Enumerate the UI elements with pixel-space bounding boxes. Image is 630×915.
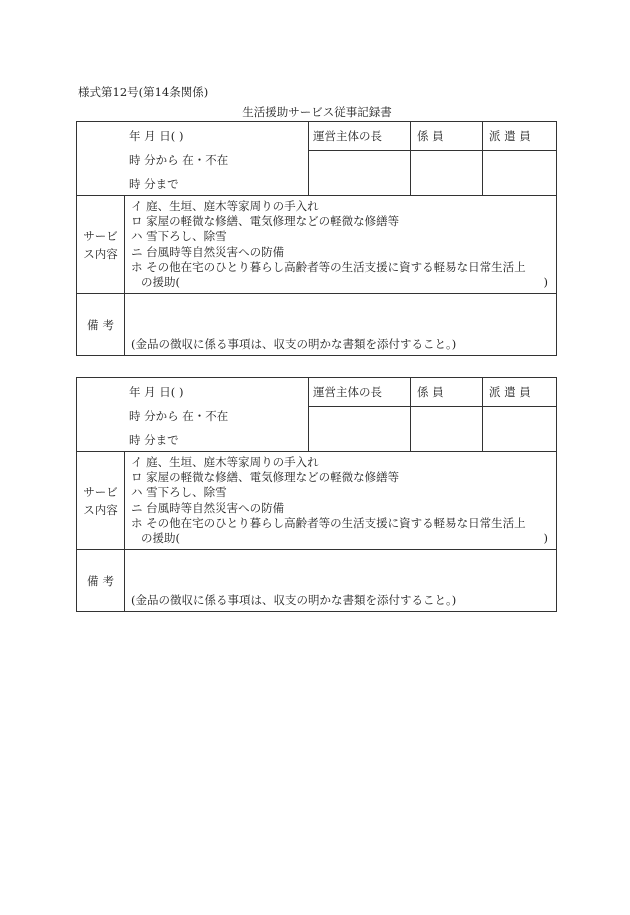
time-from-line: 時 分から 在・不在 xyxy=(129,409,229,423)
service-item-ho: ホ その他在宅のひとり暮らし高齢者等の生活支援に資する軽易な日常生活上 xyxy=(131,515,526,530)
service-item-ho-continued[interactable] xyxy=(131,531,556,546)
service-label-1: サービ xyxy=(83,484,118,499)
other-assistance-open: の援助( xyxy=(141,530,180,545)
date-line: 年 月 日( ) xyxy=(129,129,184,143)
service-label-2: ス内容 xyxy=(83,502,118,517)
staff-seal-box[interactable] xyxy=(411,407,483,452)
service-label-2: ス内容 xyxy=(83,246,118,261)
remarks-label-1: 備 xyxy=(87,573,99,588)
record-table-2 xyxy=(76,377,557,612)
remarks-note: (金品の徴収に係る事項は、収支の明かな書類を添付すること。) xyxy=(131,337,457,351)
remarks-label-1: 備 xyxy=(87,317,99,332)
service-item-ni: ニ 台風時等自然災害への防備 xyxy=(131,500,285,515)
header-organizer: 運営主体の長 xyxy=(309,122,411,151)
service-label-1: サービ xyxy=(83,228,118,243)
remarks-label-2: 考 xyxy=(102,573,114,588)
organizer-seal-box[interactable] xyxy=(309,407,411,452)
date-line: 年 月 日( ) xyxy=(129,385,184,399)
organizer-seal-box[interactable] xyxy=(309,151,411,196)
header-staff: 係 員 xyxy=(411,122,483,151)
date-time-cell[interactable] xyxy=(77,122,309,196)
remarks-label xyxy=(77,294,125,356)
time-to-line: 時 分まで xyxy=(129,433,179,447)
staff-seal-box[interactable] xyxy=(411,151,483,196)
service-item-ho-continued[interactable] xyxy=(131,275,556,290)
remarks-label xyxy=(77,550,125,612)
service-item-ha: ハ 雪下ろし、除雪 xyxy=(131,229,227,244)
remarks-label-2: 考 xyxy=(102,317,114,332)
document-title: 生活援助サービス従事記録書 xyxy=(242,105,392,119)
service-item-i: イ 庭、生垣、庭木等家周りの手入れ xyxy=(131,454,319,469)
service-content-cell xyxy=(125,452,557,550)
service-content-cell xyxy=(125,196,557,294)
header-dispatch: 派 遣 員 xyxy=(483,122,557,151)
service-item-ho: ホ その他在宅のひとり暮らし高齢者等の生活支援に資する軽易な日常生活上 xyxy=(131,259,526,274)
service-item-ha: ハ 雪下ろし、除雪 xyxy=(131,485,227,500)
time-from-line: 時 分から 在・不在 xyxy=(129,153,229,167)
remarks-cell[interactable] xyxy=(125,550,557,612)
other-assistance-close: ) xyxy=(543,274,548,289)
record-table-1 xyxy=(76,121,557,356)
header-dispatch: 派 遣 員 xyxy=(483,378,557,407)
dispatch-seal-box[interactable] xyxy=(483,407,557,452)
time-to-line: 時 分まで xyxy=(129,177,179,191)
service-label xyxy=(77,196,125,294)
other-assistance-open: の援助( xyxy=(141,274,180,289)
service-item-ro: ロ 家屋の軽微な修繕、電気修理などの軽微な修繕等 xyxy=(131,214,400,229)
remarks-cell[interactable] xyxy=(125,294,557,356)
service-item-ni: ニ 台風時等自然災害への防備 xyxy=(131,244,285,259)
header-staff: 係 員 xyxy=(411,378,483,407)
service-item-ro: ロ 家屋の軽微な修繕、電気修理などの軽微な修繕等 xyxy=(131,470,400,485)
date-time-cell[interactable] xyxy=(77,378,309,452)
service-item-i: イ 庭、生垣、庭木等家周りの手入れ xyxy=(131,198,319,213)
dispatch-seal-box[interactable] xyxy=(483,151,557,196)
form-number: 様式第12号(第14条関係) xyxy=(78,85,209,99)
header-organizer: 運営主体の長 xyxy=(309,378,411,407)
service-label xyxy=(77,452,125,550)
other-assistance-close: ) xyxy=(543,530,548,545)
remarks-note: (金品の徴収に係る事項は、収支の明かな書類を添付すること。) xyxy=(131,593,457,607)
